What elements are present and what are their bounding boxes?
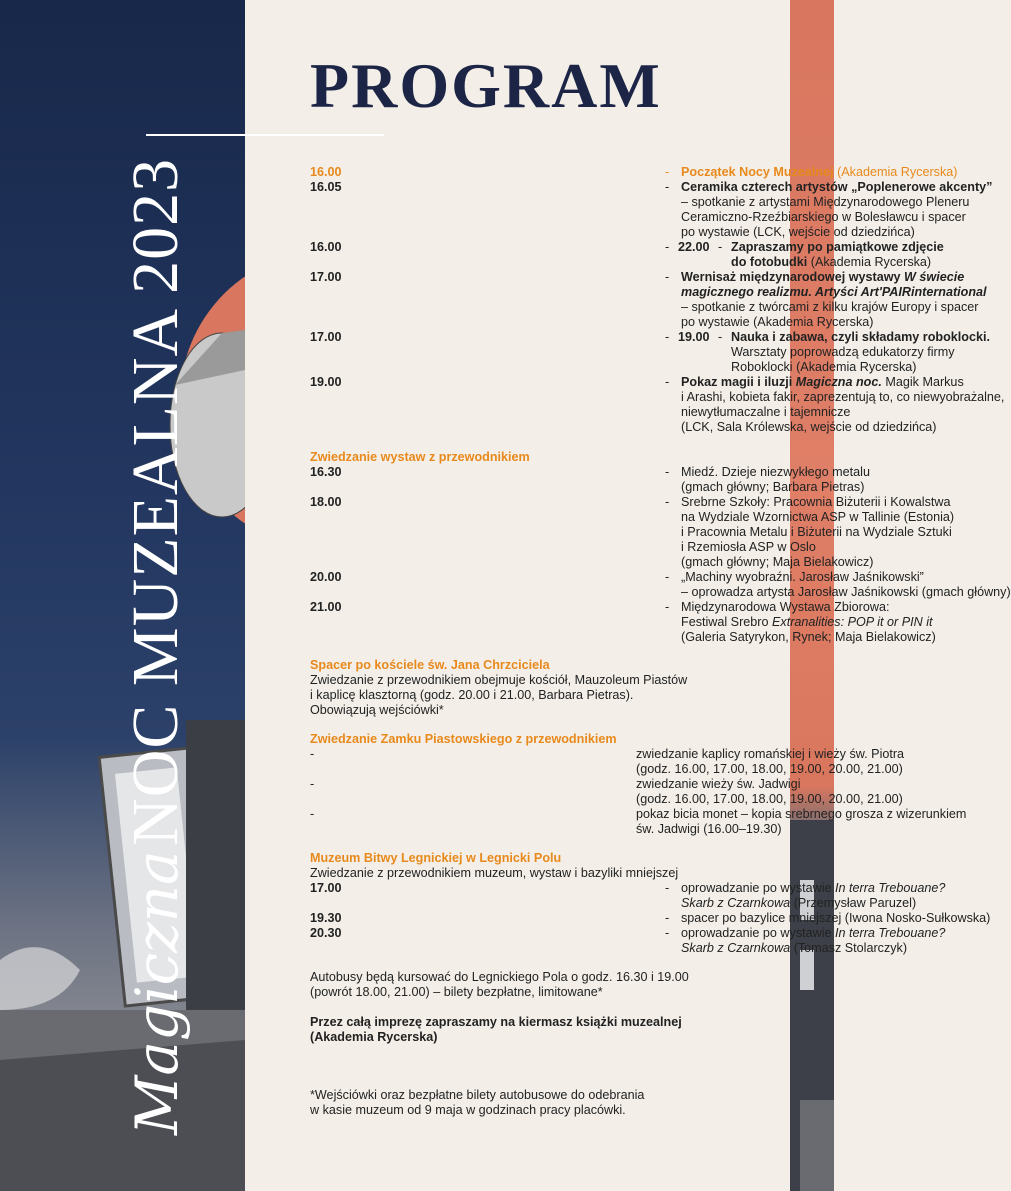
tour-item: 18.00 - Srebrne Szkoły: Pracownia Biżuterii i Kowalstwa [310, 495, 951, 509]
bus-info: (powrót 18.00, 21.00) – bilety bezpłatne, limitowane* [310, 985, 603, 999]
section-heading-church: Spacer po kościele św. Jana Chrzciciela [310, 658, 550, 672]
castle-item: - pokaz bicia monet – kopia srebrnego grosza z wizerunkiem [310, 807, 967, 821]
battle-item: 19.30 - spacer po bazylice mniejszej (Iwona Nosko-Sułkowska) [310, 911, 991, 925]
schedule-item: 17.00 - 19.00 - Nauka i zabawa, czyli składamy roboklocki. [310, 330, 990, 344]
battle-item: 17.00 - oprowadzanie po wystawie In terra Trebouane? [310, 881, 946, 895]
battle-item: 20.30 - oprowadzanie po wystawie In terra Trebouane? [310, 926, 946, 940]
footnote: w kasie muzeum od 9 maja w godzinach pracy placówki. [310, 1103, 626, 1117]
book-fair-info: Przez całą imprezę zapraszamy na kiermasz książki muzealnej [310, 1015, 682, 1029]
book-fair-info: (Akademia Rycerska) [310, 1030, 438, 1044]
left-artwork-panel [0, 0, 245, 1191]
footnote: *Wejściówki oraz bezpłatne bilety autobusowe do odebrania [310, 1088, 645, 1102]
section-heading-castle: Zwiedzanie Zamku Piastowskiego z przewodnikiem [310, 732, 617, 746]
schedule-item: 17.00 - Wernisaż międzynarodowej wystawy W świecie [310, 270, 965, 284]
tree-shape [0, 947, 80, 1010]
page-title: PROGRAM [310, 50, 662, 121]
schedule-item: 16.05 - Ceramika czterech artystów „Poplenerowe akcenty” [310, 180, 993, 194]
schedule-item: 16.00 - Początek Nocy Muzealnej (Akademia Rycerska) [310, 165, 958, 179]
section-heading-battle-museum: Muzeum Bitwy Legnickiej w Legnicki Polu [310, 851, 562, 865]
castle-item: - zwiedzanie kaplicy romańskiej i wieży św. Piotra [310, 747, 905, 761]
building-silhouette [186, 720, 245, 1050]
section-heading-tours: Zwiedzanie wystaw z przewodnikiem [310, 450, 530, 464]
bus-info: Autobusy będą kursować do Legnickiego Pola o godz. 16.30 i 19.00 [310, 970, 689, 984]
vertical-event-title [118, 158, 194, 1135]
title-script-word: Magiczna [123, 850, 191, 1135]
castle-item: - zwiedzanie wieży św. Jadwigi [310, 777, 801, 791]
schedule-item: 16.00 - 22.00 - Zapraszamy po pamiątkowe zdjęcie [310, 240, 944, 254]
title-main-words: NOC MUZEALNA 2023 [119, 157, 192, 846]
tour-item: 21.00 - Międzynarodowa Wystawa Zbiorowa: [310, 600, 890, 614]
schedule-item: 19.00 - Pokaz magii i iluzji Magiczna noc. Magik Markus [310, 375, 964, 389]
tour-item: 20.00 - „Machiny wyobraźni. Jarosław Jaśnikowski” [310, 570, 924, 584]
title-divider-line [146, 134, 384, 136]
tour-item: 16.30 - Miedź. Dzieje niezwykłego metalu [310, 465, 870, 479]
